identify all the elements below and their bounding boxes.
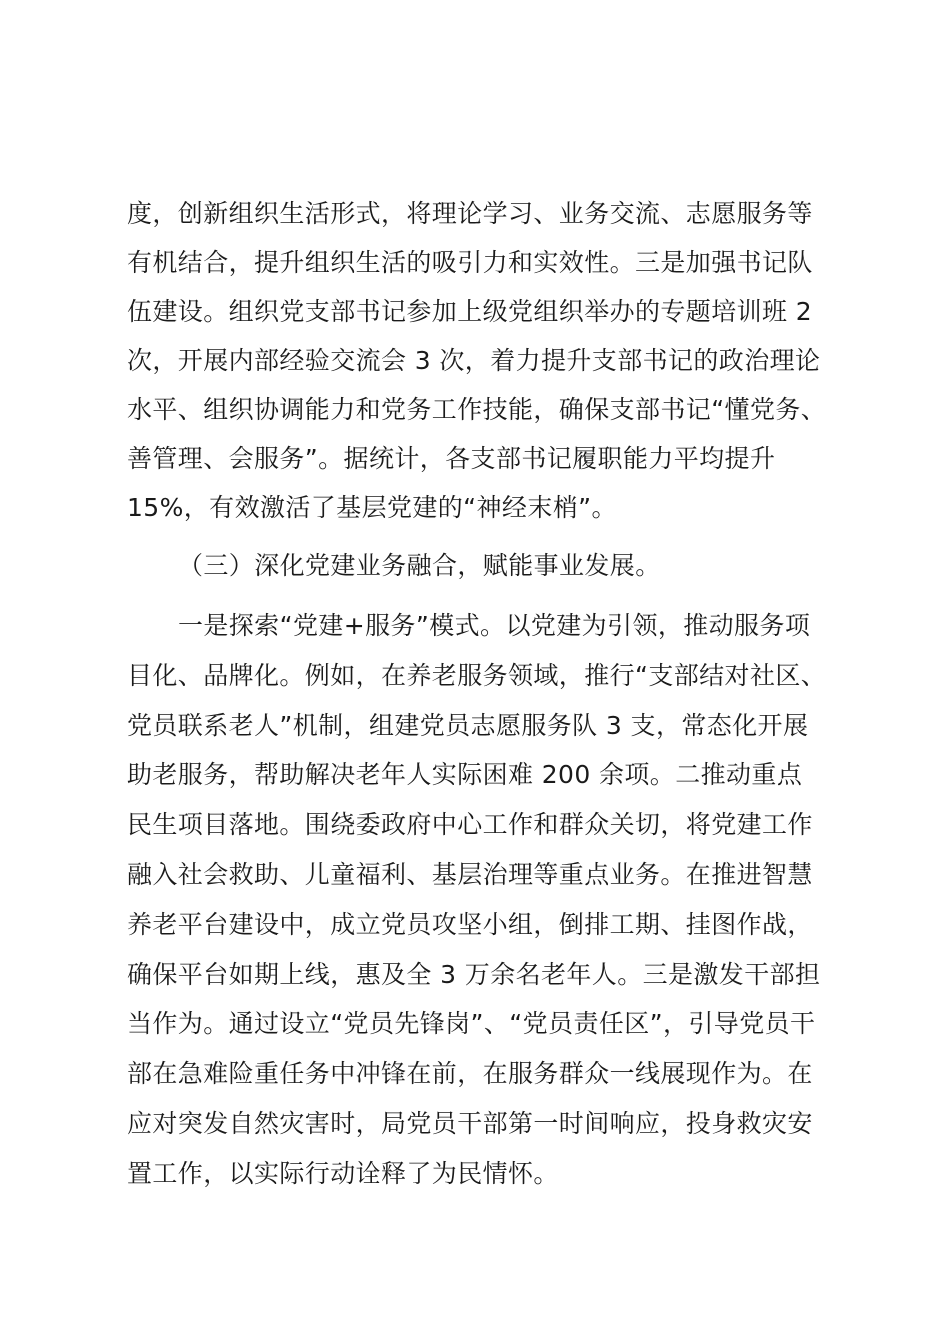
- text-line: 融入社会救助、儿童福利、基层治理等重点业务。在推进智慧: [127, 860, 813, 889]
- text-line: 目化、品牌化。例如，在养老服务领域，推行“支部结对社区、: [127, 661, 827, 690]
- text-line: 15%，有效激活了基层党建的“神经末梢”。: [127, 493, 617, 522]
- text-line: 当作为。通过设立“党员先锋岗”、“党员责任区”，引导党员干: [127, 1009, 816, 1038]
- text-line: 党员联系老人”机制，组建党员志愿服务队 3 支，常态化开展: [127, 711, 809, 740]
- text-line: 助老服务，帮助解决老年人实际困难 200 余项。二推动重点: [127, 760, 803, 789]
- text-line: 部在急难险重任务中冲锋在前，在服务群众一线展现作为。在: [127, 1059, 813, 1088]
- text-line: 伍建设。组织党支部书记参加上级党组织举办的专题培训班 2: [127, 297, 813, 326]
- text-line: 养老平台建设中，成立党员攻坚小组，倒排工期、挂图作战，: [127, 910, 813, 939]
- text-line: 次，开展内部经验交流会 3 次，着力提升支部书记的政治理论: [127, 346, 821, 375]
- text-line: 置工作，以实际行动诠释了为民情怀。: [127, 1159, 559, 1188]
- text-line: 应对突发自然灾害时，局党员干部第一时间响应，投身救灾安: [127, 1109, 813, 1138]
- section-heading: （三）深化党建业务融合，赋能事业发展。: [178, 551, 661, 580]
- text-line: 确保平台如期上线，惠及全 3 万余名老年人。三是激发干部担: [127, 960, 821, 989]
- text-line: 度，创新组织生活形式，将理论学习、业务交流、志愿服务等: [127, 199, 813, 228]
- text-line: 有机结合，提升组织生活的吸引力和实效性。三是加强书记队: [127, 248, 813, 277]
- text-line: 一是探索“党建+服务”模式。以党建为引领，推动服务项: [178, 611, 811, 640]
- text-line: 民生项目落地。围绕委政府中心工作和群众关切，将党建工作: [127, 810, 813, 839]
- text-line: 善管理、会服务”。据统计，各支部书记履职能力平均提升: [127, 444, 776, 473]
- text-line: 水平、组织协调能力和党务工作技能，确保支部书记“懂党务、: [127, 395, 827, 424]
